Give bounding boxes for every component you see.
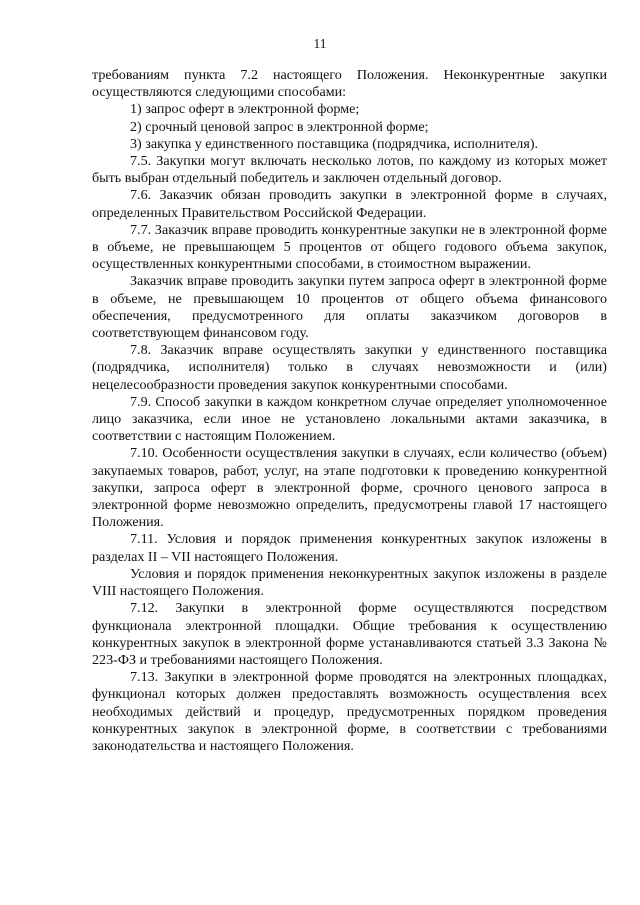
paragraph: 2) срочный ценовой запрос в электронной форме;	[130, 118, 429, 135]
paragraph: требованиям пункта 7.2 настоящего Положения. Неконкурентные закупки осуществляются следующими способами:	[92, 67, 607, 101]
paragraph: 7.11. Условия и порядок применения конкурентных закупок изложены в разделах II – VII настоящего Положения.	[92, 531, 607, 565]
paragraph: Условия и порядок применения неконкурентных закупок изложены в разделе VIII настоящего Положения.	[92, 565, 607, 600]
paragraph: 7.12. Закупки в электронной форме осуществляются посредством функционала электронной площадки. Общие требования к осуществлению конкурентных закупок в электронной форме устанавливаются статьей 3.3 Закона № 223-ФЗ и требованиями настоящего Положения.	[92, 600, 607, 668]
paragraph: 7.9. Способ закупки в каждом конкретном случае определяет уполномоченное лицо заказчика, если иное не установлено локальными актами заказчика, в соответствии с настоящим Положением.	[92, 393, 607, 445]
document-body	[92, 67, 607, 755]
paragraph: 7.5. Закупки могут включать несколько лотов, по каждому из которых может быть выбран отдельный победитель и заключен отдельный договор.	[92, 153, 607, 187]
paragraph: Заказчик вправе проводить закупки путем запроса оферт в электронной форме в объеме, не превышающем 10 процентов от общего объема финансового обеспечения, предусмотренного для оплаты заказчиком договоров в соответствующем финансовом году.	[92, 273, 607, 342]
paragraph: 7.13. Закупки в электронной форме проводятся на электронных площадках, функционал которых должен предоставлять возможность осуществления всех необходимых действий и процедур, предусмотренных порядком проведения конкурентных закупок в электронной форме, в соответствии с требованиями законодательства и настоящего Положения.	[92, 669, 607, 754]
paragraph: 7.7. Заказчик вправе проводить конкурентные закупки не в электронной форме в объеме, не превышающем 5 процентов от общего годового объема закупок, осуществленных конкурентными способами, в стоимостном выражении.	[92, 221, 607, 273]
paragraph: 7.6. Заказчик обязан проводить закупки в электронной форме в случаях, определенных Правительством Российской Федерации.	[92, 187, 607, 221]
page-number: 11	[313, 36, 327, 51]
paragraph: 7.8. Заказчик вправе осуществлять закупки у единственного поставщика (подрядчика, исполнителя) только в случаях невозможности и (или) нецелесообразности проведения закупок конкурентными способами.	[92, 342, 607, 393]
paragraph: 7.10. Особенности осуществления закупки в случаях, если количество (объем) закупаемых товаров, работ, услуг, на этапе подготовки к проведению конкурентной закупки, запроса оферт в электронной форме, срочного ценового запроса в электронной форме невозможно определить, предусмотрены главой 17 настоящего Положения.	[92, 445, 607, 531]
paragraph: 1) запрос оферт в электронной форме;	[130, 101, 360, 118]
paragraph: 3) закупка у единственного поставщика (подрядчика, исполнителя).	[130, 135, 539, 152]
